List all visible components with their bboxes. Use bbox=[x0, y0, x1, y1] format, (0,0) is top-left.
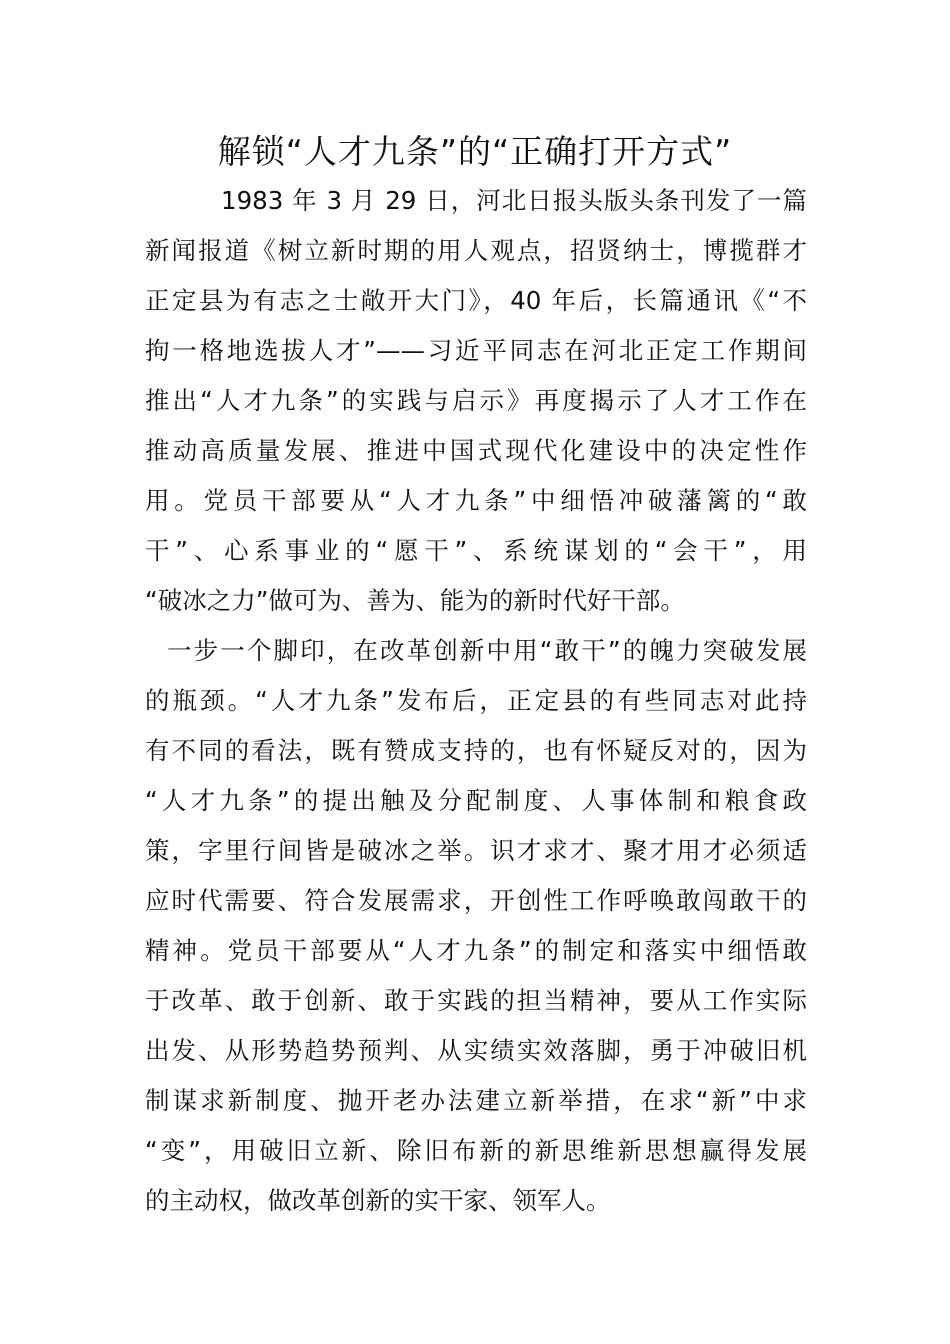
text-line: 正定县为有志之士敞开大门》，40 年后，长篇通讯《“不 bbox=[145, 286, 807, 315]
text-line: 拘一格地选拔人才”——习近平同志在河北正定工作期间 bbox=[145, 336, 807, 365]
text-line: 干”、心系事业的“愿干”、系统谋划的“会干”，用 bbox=[145, 536, 807, 565]
text-line: 的主动权，做改革创新的实干家、领军人。 bbox=[145, 1186, 611, 1215]
text-line: “破冰之力”做可为、善为、能为的新时代好干部。 bbox=[145, 586, 685, 615]
document-body bbox=[145, 176, 807, 1226]
text-line: 一步一个脚印，在改革创新中用“敢干”的魄力突破发展 bbox=[167, 636, 807, 665]
text-line: 的瓶颈。“人才九条”发布后，正定县的有些同志对此持 bbox=[145, 686, 807, 715]
text-line: 1983 年 3 月 29 日，河北日报头版头条刊发了一篇 bbox=[221, 186, 807, 215]
text-line: 于改革、敢于创新、敢于实践的担当精神，要从工作实际 bbox=[145, 986, 807, 1015]
document-title: 解锁“人才九条”的“正确打开方式” bbox=[217, 132, 733, 171]
text-line: 出发、从形势趋势预判、从实绩实效落脚，勇于冲破旧机 bbox=[145, 1036, 807, 1065]
text-line: “人才九条”的提出触及分配制度、人事体制和粮食政 bbox=[145, 786, 807, 815]
text-line: 新闻报道《树立新时期的用人观点，招贤纳士，博揽群才 bbox=[145, 236, 807, 265]
text-line: 用。党员干部要从“人才九条”中细悟冲破藩篱的“敢 bbox=[145, 486, 807, 515]
paragraph-2 bbox=[145, 626, 807, 1226]
text-line: 推出“人才九条”的实践与启示》再度揭示了人才工作在 bbox=[145, 386, 807, 415]
paragraph-1 bbox=[145, 176, 807, 626]
text-line: 精神。党员干部要从“人才九条”的制定和落实中细悟敢 bbox=[145, 936, 807, 965]
text-line: 应时代需要、符合发展需求，开创性工作呼唤敢闯敢干的 bbox=[145, 886, 807, 915]
text-line: 有不同的看法，既有赞成支持的，也有怀疑反对的，因为 bbox=[145, 736, 807, 765]
text-line: 推动高质量发展、推进中国式现代化建设中的决定性作 bbox=[145, 436, 807, 465]
text-line: 制谋求新制度、抛开老办法建立新举措，在求“新”中求 bbox=[145, 1086, 807, 1115]
text-line: “变”，用破旧立新、除旧布新的新思维新思想赢得发展 bbox=[145, 1136, 807, 1165]
text-line: 策，字里行间皆是破冰之举。识才求才、聚才用才必须适 bbox=[145, 836, 807, 865]
